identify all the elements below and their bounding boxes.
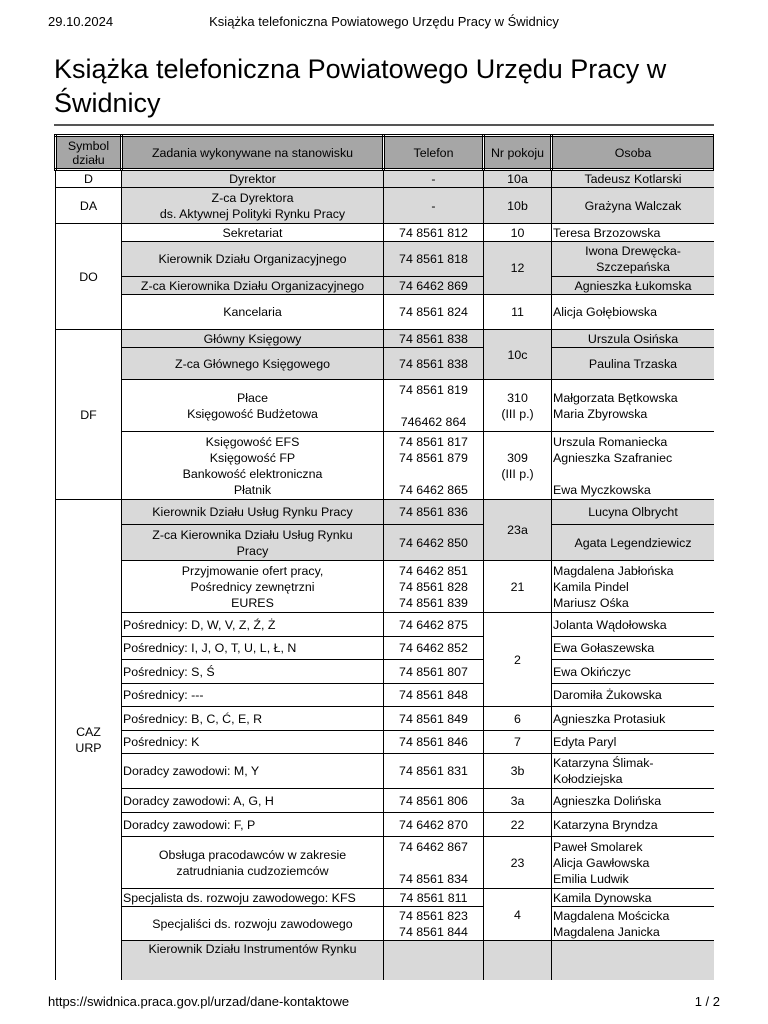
task-cell: Doradcy zawodowi: A, G, H <box>122 789 384 813</box>
person-cell: Alicja Gołębiowska <box>552 295 715 330</box>
person-cell <box>552 941 715 981</box>
phone-cell: 74 6462 852 <box>384 637 484 660</box>
phone-cell: 74 8561 846 <box>384 731 484 754</box>
person-cell: Agnieszka Protasiuk <box>552 707 715 731</box>
table-row <box>56 500 715 525</box>
room-cell: 3b <box>484 754 552 789</box>
table-row <box>56 525 715 561</box>
room-cell: 11 <box>484 295 552 330</box>
person-cell: Małgorzata Bętkowska Maria Zbyrowska <box>552 380 715 432</box>
task-cell: Główny Księgowy <box>122 330 384 348</box>
phone-cell: 74 8561 836 <box>384 500 484 525</box>
task-cell: Kancelaria <box>122 295 384 330</box>
room-cell: 10c <box>484 330 552 380</box>
phone-cell: 74 8561 817 74 8561 879 74 6462 865 <box>384 432 484 500</box>
table-row <box>56 277 715 295</box>
person-cell: Jolanta Wądołowska <box>552 613 715 637</box>
person-cell: Agnieszka Łukomska <box>552 277 715 295</box>
print-footer-url: https://swidnica.praca.gov.pl/urzad/dane-kontaktowe <box>48 994 350 1009</box>
phone-cell: 74 6462 875 <box>384 613 484 637</box>
table-row <box>56 754 715 789</box>
task-cell: Obsługa pracodawców w zakresie zatrudniania cudzoziemców <box>122 837 384 889</box>
table-row <box>56 188 715 224</box>
task-cell: Z-ca Kierownika Działu Organizacyjnego <box>122 277 384 295</box>
table-row <box>56 660 715 684</box>
table-row <box>56 432 715 500</box>
person-cell: Paweł Smolarek Alicja Gawłowska Emilia Ludwik <box>552 837 715 889</box>
room-cell <box>484 941 552 981</box>
task-cell: Pośrednicy: I, J, O, T, U, L, Ł, N <box>122 637 384 660</box>
header-symbol: Symbol działu <box>56 136 122 170</box>
header-room: Nr pokoju <box>484 136 552 170</box>
phone-cell: 74 8561 811 <box>384 889 484 907</box>
table-row <box>56 348 715 380</box>
room-cell: 3a <box>484 789 552 813</box>
room-cell: 7 <box>484 731 552 754</box>
phone-cell: - <box>384 188 484 224</box>
task-cell: Specjalista ds. rozwoju zawodowego: KFS <box>122 889 384 907</box>
person-cell: Kamila Dynowska <box>552 889 715 907</box>
person-cell: Tadeusz Kotlarski <box>552 170 715 188</box>
person-cell: Iwona Drewęcka- Szczepańska <box>552 242 715 277</box>
task-cell: Pośrednicy: --- <box>122 684 384 707</box>
task-cell: Doradcy zawodowi: F, P <box>122 813 384 837</box>
room-cell: 22 <box>484 813 552 837</box>
table-row <box>56 170 715 188</box>
room-cell: 10b <box>484 188 552 224</box>
phone-cell: 74 8561 848 <box>384 684 484 707</box>
phone-cell: 74 8561 849 <box>384 707 484 731</box>
header-phone: Telefon <box>384 136 484 170</box>
task-cell: Doradcy zawodowi: M, Y <box>122 754 384 789</box>
person-cell: Katarzyna Ślimak- Kołodziejska <box>552 754 715 789</box>
task-cell: Księgowość EFS Księgowość FP Bankowość elektroniczna Płatnik <box>122 432 384 500</box>
room-cell: 23 <box>484 837 552 889</box>
task-cell: Pośrednicy: K <box>122 731 384 754</box>
table-row <box>56 889 715 907</box>
task-cell: Pośrednicy: D, W, V, Z, Ź, Ż <box>122 613 384 637</box>
header-tasks: Zadania wykonywane na stanowisku <box>122 136 384 170</box>
room-cell: 12 <box>484 242 552 295</box>
task-cell: Sekretariat <box>122 224 384 242</box>
room-cell: 2 <box>484 613 552 707</box>
task-cell: Z-ca Dyrektora ds. Aktywnej Polityki Rynku Pracy <box>122 188 384 224</box>
person-cell: Magdalena Mościcka Magdalena Janicka <box>552 907 715 941</box>
phone-cell: 74 8561 823 74 8561 844 <box>384 907 484 941</box>
table-row <box>56 380 715 432</box>
person-cell: Magdalena Jabłońska Kamila Pindel Mariusz Ośka <box>552 561 715 613</box>
room-cell: 10 <box>484 224 552 242</box>
person-cell: Teresa Brzozowska <box>552 224 715 242</box>
table-row <box>56 242 715 277</box>
phone-directory-table <box>54 134 714 980</box>
room-cell: 23a <box>484 500 552 561</box>
table-row <box>56 837 715 889</box>
person-cell: Paulina Trzaska <box>552 348 715 380</box>
task-cell: Dyrektor <box>122 170 384 188</box>
phone-cell: 74 6462 851 74 8561 828 74 8561 839 <box>384 561 484 613</box>
phone-cell: 74 6462 870 <box>384 813 484 837</box>
table-row <box>56 907 715 941</box>
print-header-title: Książka telefoniczna Powiatowego Urzędu Pracy w Świdnicy <box>209 14 559 29</box>
title-divider <box>54 124 714 126</box>
header-person: Osoba <box>552 136 715 170</box>
task-cell: Kierownik Działu Usług Rynku Pracy <box>122 500 384 525</box>
table-row <box>56 813 715 837</box>
task-cell: Pośrednicy: S, Ś <box>122 660 384 684</box>
room-cell: 309 (III p.) <box>484 432 552 500</box>
task-cell: Z-ca Głównego Księgowego <box>122 348 384 380</box>
task-cell: Z-ca Kierownika Działu Usług Rynku Pracy <box>122 525 384 561</box>
phone-cell: 74 8561 831 <box>384 754 484 789</box>
room-cell: 310 (III p.) <box>484 380 552 432</box>
table-row <box>56 731 715 754</box>
room-cell: 6 <box>484 707 552 731</box>
room-cell: 4 <box>484 889 552 941</box>
department-symbol: DF <box>56 330 122 500</box>
task-cell: Przyjmowanie ofert pracy, Pośrednicy zewnętrzni EURES <box>122 561 384 613</box>
phone-cell <box>384 941 484 981</box>
person-cell: Lucyna Olbrycht <box>552 500 715 525</box>
page-title: Książka telefoniczna Powiatowego Urzędu Pracy w Świdnicy <box>54 54 667 118</box>
department-symbol: CAZ URP <box>56 500 122 981</box>
person-cell: Ewa Gołaszewska <box>552 637 715 660</box>
table-row <box>56 330 715 348</box>
phone-cell: 74 8561 819 746462 864 <box>384 380 484 432</box>
person-cell: Daromiła Żukowska <box>552 684 715 707</box>
table-row <box>56 941 715 981</box>
person-cell: Agata Legendziewicz <box>552 525 715 561</box>
phone-cell: 74 6462 867 74 8561 834 <box>384 837 484 889</box>
phone-cell: - <box>384 170 484 188</box>
task-cell: Specjaliści ds. rozwoju zawodowego <box>122 907 384 941</box>
department-symbol: D <box>56 170 122 188</box>
phone-cell: 74 8561 838 <box>384 348 484 380</box>
phone-cell: 74 6462 850 <box>384 525 484 561</box>
phone-cell: 74 8561 824 <box>384 295 484 330</box>
person-cell: Ewa Okińczyc <box>552 660 715 684</box>
table-row <box>56 684 715 707</box>
person-cell: Urszula Osińska <box>552 330 715 348</box>
phone-cell: 74 8561 812 <box>384 224 484 242</box>
table-row <box>56 295 715 330</box>
table-row <box>56 707 715 731</box>
phone-cell: 74 8561 838 <box>384 330 484 348</box>
table-row <box>56 789 715 813</box>
person-cell: Katarzyna Bryndza <box>552 813 715 837</box>
room-cell: 10a <box>484 170 552 188</box>
table-row <box>56 613 715 637</box>
task-cell: Kierownik Działu Organizacyjnego <box>122 242 384 277</box>
person-cell: Agnieszka Dolińska <box>552 789 715 813</box>
person-cell: Grażyna Walczak <box>552 188 715 224</box>
print-header-date: 29.10.2024 <box>48 14 114 29</box>
department-symbol: DO <box>56 224 122 330</box>
print-footer-page-number: 1 / 2 <box>694 994 720 1009</box>
table-header-row <box>56 136 715 170</box>
person-cell: Edyta Paryl <box>552 731 715 754</box>
department-symbol: DA <box>56 188 122 224</box>
phone-cell: 74 8561 806 <box>384 789 484 813</box>
phone-cell: 74 8561 807 <box>384 660 484 684</box>
task-cell: Pośrednicy: B, C, Ć, E, R <box>122 707 384 731</box>
task-cell: Kierownik Działu Instrumentów Rynku <box>122 941 384 981</box>
phone-cell: 74 8561 818 <box>384 242 484 277</box>
table-row <box>56 224 715 242</box>
task-cell: Płace Księgowość Budżetowa <box>122 380 384 432</box>
phone-cell: 74 6462 869 <box>384 277 484 295</box>
room-cell: 21 <box>484 561 552 613</box>
table-row <box>56 637 715 660</box>
table-row <box>56 561 715 613</box>
person-cell: Urszula Romaniecka Agnieszka Szafraniec Ewa Myczkowska <box>552 432 715 500</box>
